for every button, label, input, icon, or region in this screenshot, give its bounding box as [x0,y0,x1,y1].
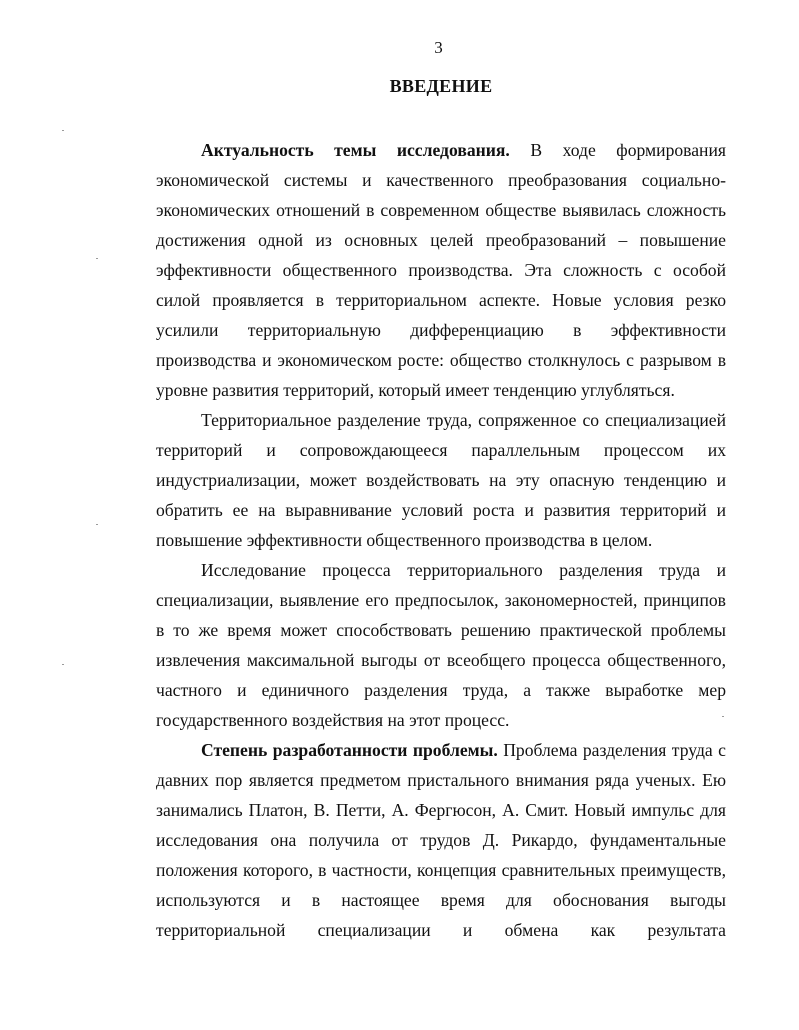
line-text: Проблема разделения труда с [497,740,726,760]
text-line: извлечения максимальной выгоды от всеобщего процесса общественного, [156,650,726,670]
text-line: обратить ее на выравнивание условий роста и развития территорий и [156,500,726,520]
scan-speck [62,664,64,665]
text-line: экономической системы и качественного преобразования социально- [156,170,726,190]
text-line: Территориальное разделение труда, сопряженное со специализацией [201,410,726,430]
text-line: государственного воздействия на этот процесс. [156,710,510,730]
text-line [156,735,726,765]
text-line: экономических отношений в современном обществе выявилась сложность [156,200,726,220]
text-line [156,135,726,165]
text-line: занимались Платон, В. Петти, А. Фергюсон, А. Смит. Новый импульс для [156,800,726,820]
text-line: исследования она получила от трудов Д. Рикардо, фундаментальные [156,830,726,850]
text-line: территорий и сопровождающееся параллельным процессом их [156,440,726,460]
scan-speck [62,130,64,131]
section-title: ВВЕДЕНИЕ [389,76,493,96]
line-text: В ходе формирования [509,140,726,160]
text-line: усилили территориальную дифференциацию в эффективности [156,320,726,340]
text-line: производства и экономическом росте: общество столкнулось с разрывом в [156,350,726,370]
text-line: частного и единичного разделения труда, а также выработке мер [156,680,726,700]
page-number: 3 [434,38,443,57]
text-line: территориальной специализации и обмена как результата [156,920,726,940]
text-line: Исследование процесса территориального разделения труда и [201,560,726,580]
bold-heading: Актуальность темы исследования. [201,140,510,160]
text-line: используются и в настоящее время для обоснования выгоды [156,890,726,910]
text-line: достижения одной из основных целей преобразований – повышение [156,230,726,250]
text-line: индустриализации, может воздействовать на эту опасную тенденцию и [156,470,726,490]
text-line: повышение эффективности общественного производства в целом. [156,530,653,550]
text-line: в то же время может способствовать решению практической проблемы [156,620,726,640]
text-line: специализации, выявление его предпосылок, закономерностей, принципов [156,590,726,610]
bold-heading: Степень разработанности проблемы. [201,740,498,760]
scan-speck [722,716,724,717]
text-line: эффективности общественного производства. Эта сложность с особой [156,260,726,280]
text-line: уровне развития территорий, который имеет тенденцию углубляться. [156,380,675,400]
scan-speck [96,258,98,259]
body-text [156,135,726,945]
scan-speck [96,524,98,525]
text-line: силой проявляется в территориальном аспекте. Новые условия резко [156,290,726,310]
text-line: положения которого, в частности, концепция сравнительных преимуществ, [156,860,726,880]
text-line: давних пор является предметом пристального внимания ряда ученых. Ею [156,770,726,790]
